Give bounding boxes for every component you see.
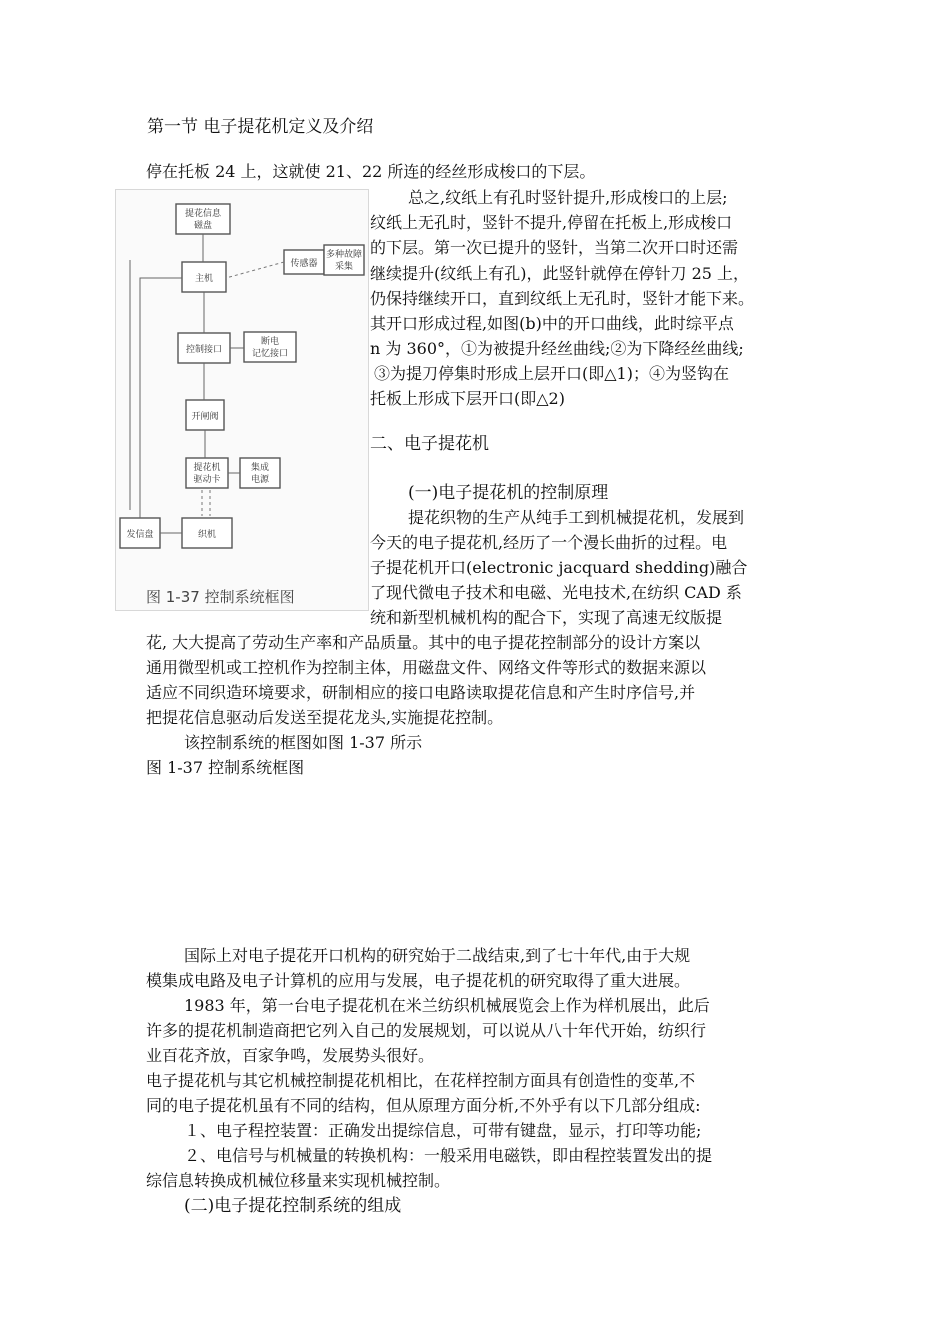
text-line: 许多的提花机制造商把它列入自己的发展规划，可以说从八十年代开始，纺织行 [146,1021,707,1040]
text-line: 同的电子提花机虽有不同的结构，但从原理方面分析,不外乎有以下几部分组成: [146,1096,701,1115]
heading-electronic-jacquard: 二、电子提花机 [370,434,489,454]
info-disk-label-1: 提花信息 [184,209,222,219]
text-line: 纹纸上无孔时，竖针不提升,停留在托板上,形成梭口 [370,213,733,232]
heading-control-principle: (一)电子提花机的控制原理 [408,483,609,503]
power-memory-label-2: 记忆接口 [251,349,289,359]
text-line: 1983 年，第一台电子提花机在米兰纺织机械展览会上作为样机展出，此后 [184,996,710,1015]
sensor-label: 传感器 [290,259,318,269]
power-supply-label-1: 集成 [250,463,270,473]
host-label: 主机 [194,274,214,284]
text-line: 的下层。第一次已提升的竖针，当第二次开口时还需 [370,238,739,257]
multi-detect-label-2: 采集 [334,262,354,272]
text-line: 子提花机开口(electronic jacquard shedding)融合 [370,558,748,577]
power-supply-label-2: 电源 [250,475,270,485]
text-line: 电子提花机与其它机械控制提花机相比，在花样控制方面具有创造性的变革,不 [146,1071,696,1090]
jacquard-driver-label-1: 提花机 [193,463,221,473]
figure-caption: 图 1-37 控制系统框图 [146,588,295,606]
control-interface-label: 控制接口 [185,345,223,355]
text-line: 通用微型机或工控机作为控制主体，用磁盘文件、网络文件等形式的数据来源以 [146,658,707,677]
text-line: 继续提升(纹纸上有孔)，此竖针就停在停针刀 25 上， [370,264,750,283]
text-line: ③为提刀停集时形成上层开口(即△1)；④为竖钩在 [374,364,729,383]
text-line: 提花织物的生产从纯手工到机械提花机，发展到 [408,508,745,527]
multi-detect-label-1: 多种故障 [325,250,363,260]
text-line: 适应不同织造环境要求，研制相应的接口电路读取提花信息和产生时序信号,并 [146,683,696,702]
jacquard-driver-label-2: 驱动卡 [193,475,221,485]
text-line: n 为 360°，①为被提升经丝曲线;②为下降经丝曲线; [370,339,744,358]
wire [226,262,284,278]
text-line: 统和新型机械机构的配合下，实现了高速无纹版提 [370,608,723,627]
text-line: ２、电信号与机械量的转换机构：一般采用电磁铁，即由程控装置发出的提 [184,1146,713,1165]
control-system-block-diagram [115,189,369,611]
text-line: 模集成电路及电子计算机的应用与发展，电子提花机的研究取得了重大进展。 [146,971,691,990]
text-line: 国际上对电子提花开口机构的研究始于二战结束,到了七十年代,由于大规 [184,946,691,965]
loom-label: 织机 [197,530,217,540]
text-line: 托板上形成下层开口(即△2) [370,389,565,408]
text-line: 今天的电子提花机,经历了一个漫长曲折的过程。电 [370,533,728,552]
info-disk-label-2: 磁盘 [193,221,213,231]
text-line: 综信息转换成机械位移量来实现机械控制。 [146,1171,451,1190]
wire [140,278,182,518]
text-line: 仍保持继续开口，直到纹纸上无孔时，竖针才能下来。 [370,289,755,308]
text-line: 停在托板 24 上，这就使 21、22 所连的经丝形成梭口的下层。 [146,162,596,181]
section-title: 第一节 电子提花机定义及介绍 [147,117,374,137]
text-line: 把提花信息驱动后发送至提花龙头,实施提花控制。 [146,708,504,727]
diagram-svg [116,190,368,610]
text-line: 其开口形成过程,如图(b)中的开口曲线，此时综平点 [370,314,734,333]
switch-valve-label: 开闸阀 [191,412,219,422]
heading-system-composition: (二)电子提花控制系统的组成 [184,1196,402,1216]
text-line: 花, 大大提高了劳动生产率和产品质量。其中的电子提花控制部分的设计方案以 [146,633,701,652]
power-memory-label-1: 断电 [260,337,280,347]
figure-reference: 图 1-37 控制系统框图 [146,758,305,777]
text-line: 总之,纹纸上有孔时竖针提升,形成梭口的上层; [408,188,728,207]
signal-plate-label: 发信盘 [126,530,154,540]
text-line: 该控制系统的框图如图 1-37 所示 [184,733,423,752]
text-line: 业百花齐放，百家争鸣，发展势头很好。 [146,1046,435,1065]
text-line: 了现代微电子技术和电磁、光电技术,在纺织 CAD 系 [370,583,742,602]
text-line: １、电子程控装置：正确发出提综信息，可带有键盘，显示，打印等功能; [184,1121,702,1140]
